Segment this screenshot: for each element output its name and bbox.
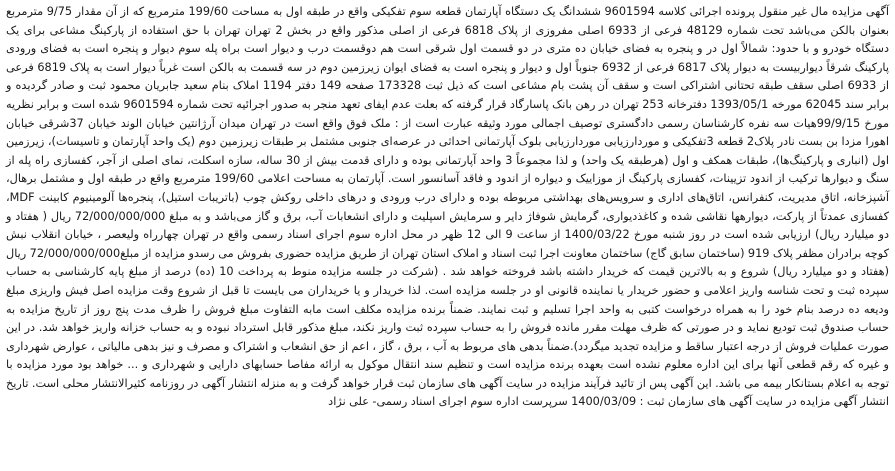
notice-body-text: آگهی مزایده مال غیر منقول پرونده اجرائی کلاسه 9601594 ششدانگ یک دستگاه آپارتمان قطعه سوم تفکیکی واقع در طبقه اول به مساحت 199/60 مترمربع که از آن مقدار 9/75 مترمربع بعنوان بالکن می‌باشد تحت شماره 48129 فرعی از 6933 اصلی مفروزی از پلاک 6818 فرعی از اصلی مذکور واقع در بخش 2 تهران تهران با حق استفاده از پارکینگ مشاعی برای یک دستگاه خودرو و با حدود: شمالاً اول در و پنجره به فضای خیابان ده متری در دو قسمت اول شرقی است هم دوقسمت درب و دیوار است براه پله سوم دیوار و پنجره است به فضای ورودی پارکینگ شرقاً دیواربیست به دیوار پلاک 6817 فرعی از 6932 جنوباً اول و دیوار و پنجره است به فضای ایوان زیرزمین دوم در سه قسمت به بالکن است غرباً دیوار است به پلاک 6819 فرعی از 6933 اصلی سقف طبقه تحتانی اشتراکی است و سقف آن پشت بام مشاعی است که ذیل ثبت 173328 صفحه 149 دفتر 1194 املاک بنام سعید جابریان محمود ثبت و صادر گردیده و برابر سند 62045 مورخه 1393/05/1 دفترخانه 253 تهران در رهن بانک پاسارگاد قرار گرفته که بعلت عدم ایفای تعهد منجر به صدور اجرائیه تحت شماره 9601594 شده است و برابر نظریه مورخ 99/9/15هیات سه نفره کارشناسان رسمی دادگستری توصیف اجمالی مورد وثیقه عبارت است از : ملک فوق واقع است در تهران میدان آرژانتین خیابان الوند خیابان 37شرقی خیابان اهورا مزدا بن بست نادر پلاک2 قطعه 3تفکیکی و موردارزیابی موردارزیابی بلوک آپارتمانی احداثی در عرصه‌ای جنوبی مشتمل بر طبقات زیرزمین دوم (یک واحد آپارتمان و تاسیسات)، زیرزمین اول (انباری و پارکینگ‌ها)، طبقات همکف و اول (هرطبقه یک واحد) و لذا مجموعاً 3 واحد آپارتمانی بوده و دارای قدمت بیش از 30 ساله، سازه اسکلت، نمای اصلی از آجر، کفسازی راه پله از سنگ و دیوارها ترکیب از اندود تزیینات، کفسازی پارکینگ از موزاییک و دیواره از اندود و فاقد آسانسور است. آپارتمان به مساحت اعلامی 199/60 مترمربع واقع در طبقه اول و مشتمل برهال، آشپزخانه، اتاق مدیریت، کنفرانس، اتاق‌های اداری و سرویس‌های بهداشتی مربوطه بوده و دارای درب ورودی و درهای داخلی روکش چوب (باتریبات استیل)، پنجره‌ها آلومینیوم کابینت MDF، کفسازی عمدتاً از پارکت، دیوارهها نقاشی شده و کاغذدیواری، گرمایش شوفاژ دایر و سرمایش اسپلیت و دارای انشعابات آب، برق و گاز می‌باشد و به مبلغ 72/000/000/000 ریال ( هفتاد و دو میلیارد ریال) ارزیابی شده است در روز شنبه مورخ 1400/03/22 از ساعت 9 الی 12 ظهر در محل اداره سوم اجرای اسناد رسمی واقع در تهران چهارراه ولیعصر ، خیابان انقلاب نبش کوچه برادران مظفر پلاک 919 (ساختمان سابق گاج) ساختمان معاونت اجرا ثبت اسناد و املاک استان تهران از طریق مزایده حضوری بفروش می رسدو مزایده از مبلغ72/000/000/000 ریال (هفتاد و دو میلیارد ریال) شروع و به بالاترین قیمت که خریدار داشته باشد فروخته خواهد شد . (شرکت در جلسه مزایده منوط به پرداخت 10 (ده) درصد از مبلغ پایه کارشناسی به حساب سپرده ثبت و تحت شناسه واریز اعلامی و حضور خریدار یا نماینده قانونی او در جلسه مزایده است. لذا خریدار و یا خریداران می بایست تا قبل از شروع وقت مزایده اصل فیش واریزی مبلغ ودیعه ده درصد بنام خود را به همراه درخواست کتبی به واحد اجرا تسلیم و ثبت نمایند. ضمناً برنده مزایده مکلف است مابه التفاوت مبلغ فروش را ظرف مدت پنج روز از تاریخ مزایده به حساب صندوق ثبت تودیع نماید و در صورتی که ظرف مهلت مقرر مانده فروش را به حساب سپرده ثبت واریز نکند، مبلغ مذکور قابل استرداد نبوده و به حساب خزانه واریز خواهد شد. در این صورت عملیات فروش از درجه اعتبار ساقط و مزایده تجدید میگردد).ضمناً بدهی های مربوط به آب ، برق ، گاز ، اعم از حق انشعاب و اشتراک و مصرف و نیز بدهی مالیاتی ، عوارض شهرداری و غیره که رقم قطعی آنها برای این اداره معلوم نشده است بعهده برنده مزایده است و تنظیم سند انتقال موکول به ارائه مفاصا حسابهای دارایی و شهرداری و ... خواهد بود مورد مزایده با توجه به اعلام بستانکار بیمه می باشد. این آگهی پس از تائید فرآیند مزایده در سایت آگهی های سازمان ثبت قرار خواهد گرفت و به منزله انتشار آگهی در روزنامه کثیرالانتشار محلی است. تاریخ انتشار آگهی مزایده در سایت آگهی های سازمان ثبت : 1400/03/09 سرپرست اداره سوم اجرای اسناد رسمی- علی نژاد (6, 5, 890, 409)
